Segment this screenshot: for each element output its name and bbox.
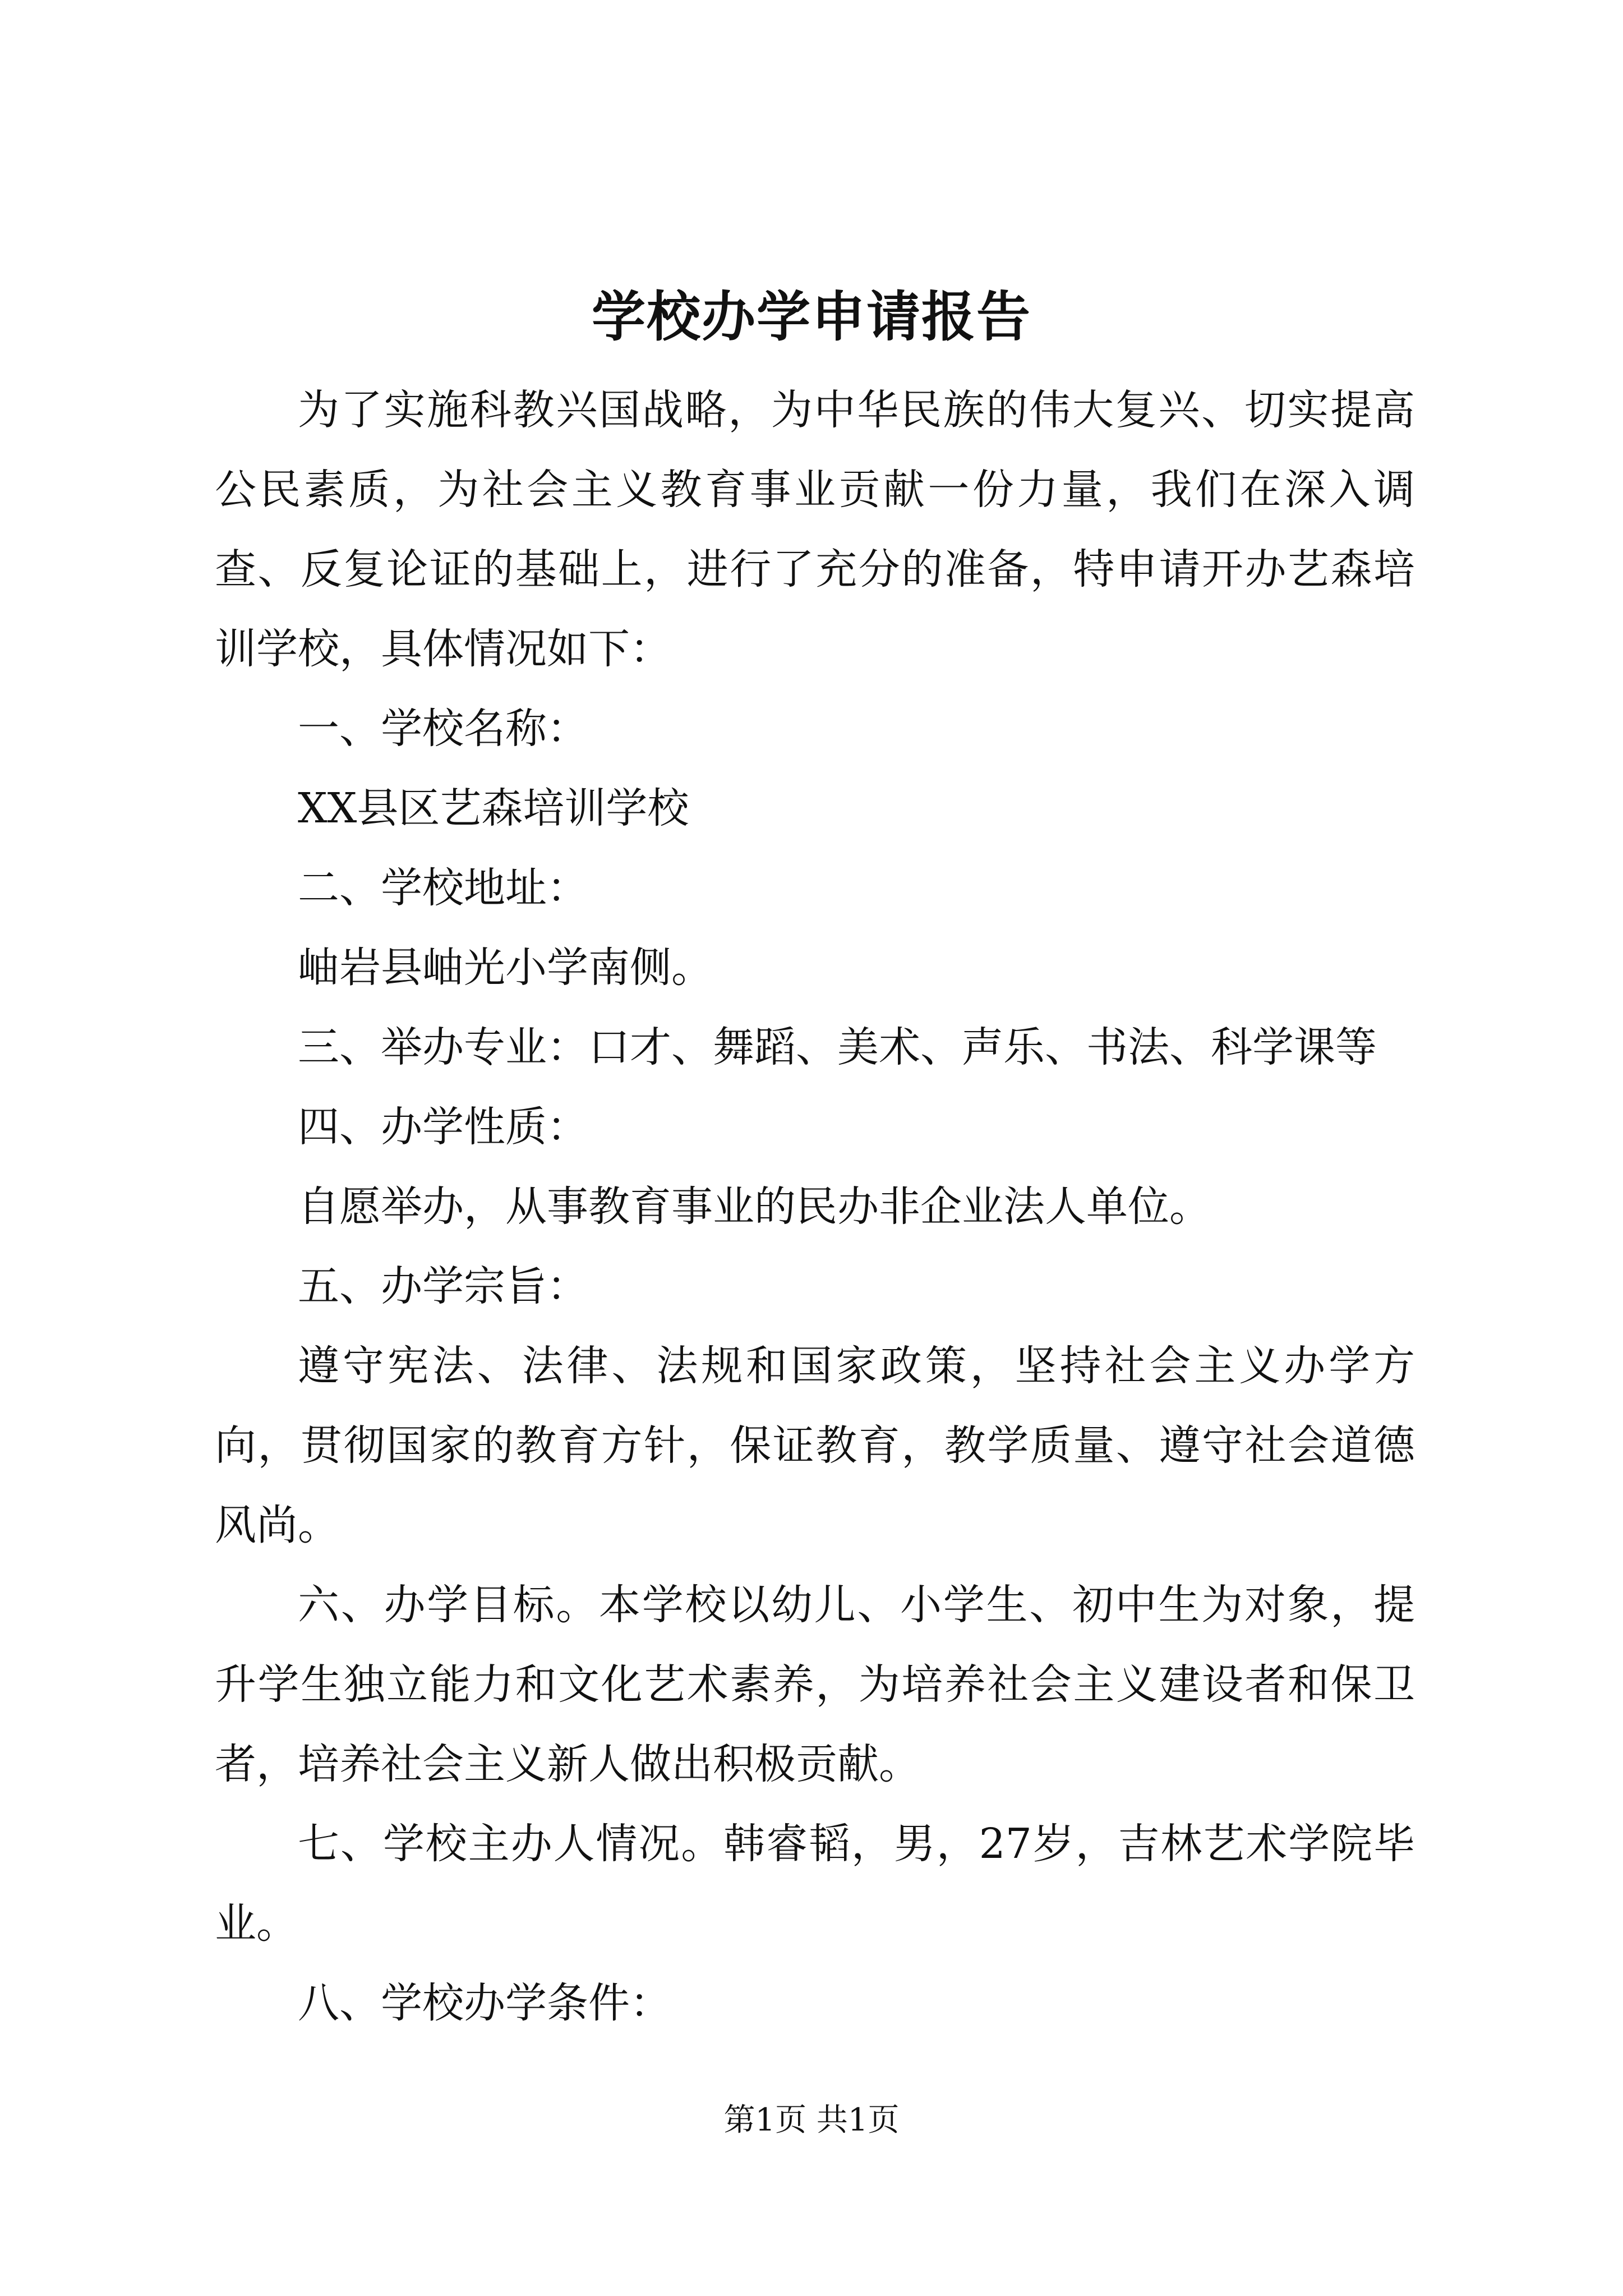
section-heading-school-name: 一、学校名称：	[298, 705, 588, 753]
page-footer: 第1页 共1页	[723, 2102, 900, 2138]
intro-paragraph: 为了实施科教兴国战略，为中华民族的伟大复兴、切实提高公民素质，为社会主义教育事业贡献一份力量，我们在深入调查、反复论证的基础上，进行了充分的准备，特申请开办艺森培训学校，具体情况如下：	[215, 386, 1415, 673]
section-school-goals: 六、办学目标。本学校以幼儿、小学生、初中生为对象，提升学生独立能力和文化艺术素养，为培养社会主义建设者和保卫者，培养社会主义新人做出积极贡献。	[215, 1581, 1415, 1788]
page-title: 学校办学申请报告	[592, 285, 1031, 348]
school-nature-text: 自愿举办，从事教育事业的民办非企业法人单位。	[298, 1182, 1211, 1231]
document-body	[215, 370, 1415, 2043]
section-founder-info: 七、学校主办人情况。韩睿韬，男，27岁，吉林艺术学院毕业。	[215, 1820, 1415, 1948]
section-majors: 三、举办专业：口才、舞蹈、美术、声乐、书法、科学课等	[298, 1023, 1377, 1071]
school-address-text: 岫岩县岫光小学南侧。	[298, 944, 713, 992]
section-heading-school-address: 二、学校地址：	[298, 864, 588, 912]
section-heading-school-conditions: 八、学校办学条件：	[298, 1979, 671, 2027]
section-heading-school-purpose: 五、办学宗旨：	[298, 1262, 588, 1310]
school-name-text: XX县区艺森培训学校	[298, 784, 689, 832]
section-heading-school-nature: 四、办学性质：	[298, 1103, 588, 1151]
school-purpose-text: 遵守宪法、法律、法规和国家政策，坚持社会主义办学方向，贯彻国家的教育方针，保证教育，教学质量、遵守社会道德风尚。	[215, 1342, 1415, 1549]
